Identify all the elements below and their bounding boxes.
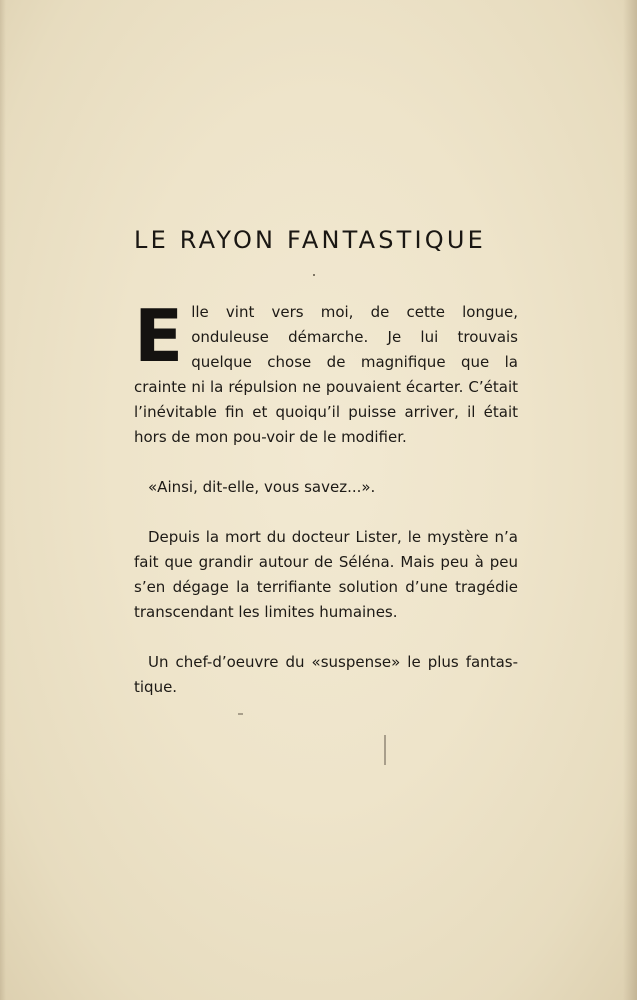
- excerpt-text: lle vint vers moi, de cette longue, onduleuse démarche. Je lui trouvais quelque chose de magnifique que la crainte ni la répulsion ne pouvaient écarter. C’était l’inévitable fin et quoiqu’il puisse arriver, il était hors de mon pou-voir de le modifier.: [134, 303, 518, 446]
- left-edge-shadow: [0, 0, 6, 1000]
- tagline-paragraph: Un chef-d’oeuvre du «suspense» le plus fantas-tique.: [134, 653, 518, 696]
- quote-paragraph: «Ainsi, dit-elle, vous savez...».: [148, 478, 376, 496]
- drop-cap: E: [134, 294, 184, 378]
- series-title: LE RAYON FANTASTIQUE: [134, 226, 487, 254]
- ornament-dot: [313, 274, 315, 276]
- blurb: [134, 294, 518, 725]
- excerpt-paragraph: [134, 294, 518, 450]
- paper-fleck: [384, 735, 386, 765]
- right-edge-shadow: [623, 0, 637, 1000]
- summary-paragraph: Depuis la mort du docteur Lister, le mystère n’a fait que grandir autour de Séléna. Mais peu à peu s’en dégage la terrifiante solution d’une tragédie transcendant les limites humaines.: [134, 528, 518, 621]
- paper-fleck: [238, 713, 243, 715]
